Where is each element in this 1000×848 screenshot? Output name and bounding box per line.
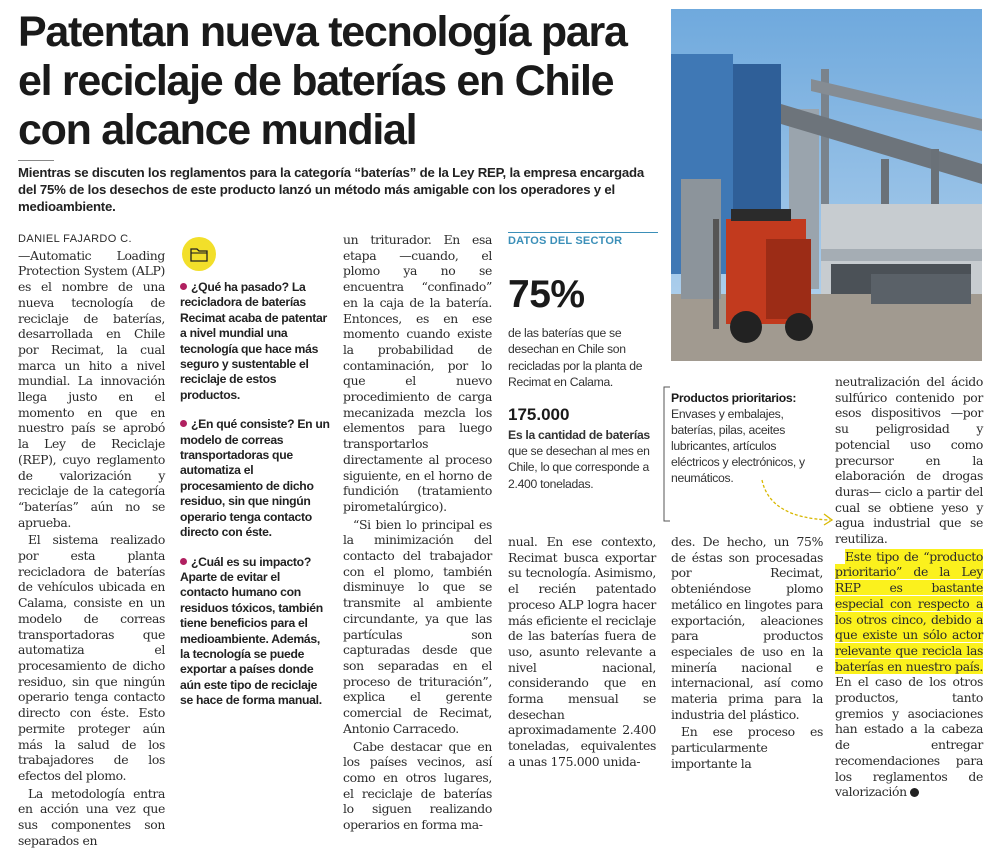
productos-text: Envases y embalajes, baterías, pilas, aceites lubricantes, artículos eléctricos y electrónicos, y neumáticos. (671, 407, 805, 485)
bullet-icon (180, 283, 187, 290)
arrow-icon (760, 478, 842, 538)
stat-mid-rest: que se desechan al mes en Chile, lo que corresponde a 2.400 toneladas. (508, 444, 650, 491)
col1-paragraph-2: El sistema realizado por esta planta recicladora de baterías de vehículos ubicada en Calama, consiste en un modelo de correas transportadoras que automatiza el procesamiento de dicho residuo, sin que ningún operario tenga contacto directo con éste. Esto permite proteger aún más la salud de los trabajadores de los efectos del plomo. (18, 532, 165, 783)
highlighted-quote: Este tipo de “producto prioritario” de la Ley REP es bastante especial con respecto a los otros cinco, debido a que existe un sólo actor relevante que recicla las baterías en nuestro país. (835, 548, 983, 674)
stat-mid-value: 175.000 (508, 404, 570, 424)
col6-paragraph-2-rest: En el caso de los otros productos, tanto gremios y asociaciones han estado a la cabeza de entregar recomendaciones para los reglamentos de valorización (835, 674, 983, 800)
lead-rule (18, 160, 54, 161)
qa-item-2 (180, 417, 330, 540)
col3-paragraph-1: un triturador. En esa etapa —cuando, el plomo ya no se encuentra “confinado” en la caja de la batería. Entonces, es en ese momento cuando existe la probabilidad de contaminación, por lo que el nuevo procedimiento de carga mecanizada mezcla los elementos para luego transportarlos directamente al proceso siguiente, en el horno de fundición (tratamiento pirometalúrgico). (343, 232, 492, 514)
productos-title: Productos prioritarios: (671, 391, 797, 405)
qa-question: ¿Qué ha pasado? (191, 280, 289, 294)
byline: DANIEL FAJARDO C. (18, 233, 132, 245)
forklift-plant-image (671, 9, 982, 361)
col3-paragraph-2: “Si bien lo principal es la minimización del contacto del trabajador con el plomo, también disminuye lo que se transmite al ambiente circundante, ya que las partículas son capturadas desde que son separadas en el proceso de trituración”, explica el gerente comercial de Recimat, Antonio Carracedo. (343, 516, 492, 736)
qa-answer: Aparte de evitar el contacto humano con residuos tóxicos, también tiene beneficios para el medioambiente. Además, la tecnología se puede exportar a países donde aún este tipo de reciclaje se hace de forma manual. (180, 569, 323, 708)
stats-header: DATOS DEL SECTOR (508, 235, 623, 247)
qa-question: ¿En qué consiste? (191, 417, 295, 432)
col6-paragraph-2 (835, 549, 983, 800)
col5-paragraph-2: En ese proceso es particularmente importante la (671, 724, 823, 771)
qa-answer: En un modelo de correas transportadoras que automatiza el procesamiento de dicho residuo, sin que ningún operario tenga contacto directo con éste. (180, 417, 330, 540)
col3-paragraph-3: Cabe destacar que en los países vecinos, así como en otros lugares, el reciclaje de baterías lo siguen realizando operarios en forma ma- (343, 738, 492, 833)
stats-box (508, 232, 658, 492)
headline: Patentan nueva tecnología para el reciclaje de baterías en Chile con alcance mundial (18, 8, 627, 154)
qa-question: ¿Cuál es su impacto? (191, 554, 311, 569)
qa-item-1 (180, 280, 330, 403)
factory-photo (671, 9, 982, 361)
qa-box (180, 280, 330, 723)
col1-paragraph-1: —Automatic Loading Protection System (ALP) es el nombre de una nueva tecnología de reciclaje de baterías, desarrollada en Chile por Recimat, la cual marca un hito a nivel mundial. La innovación llega justo en el momento en que en nuestro país se aprobó la Ley de Reciclaje (REP), cuyo reglamento de valorización y reciclaje de la categoría “baterías” aún no se aprueba. (18, 247, 165, 530)
stat-big-value: 75% (508, 273, 585, 316)
lead-paragraph: Mientras se discuten los reglamentos para la categoría “baterías” de la Ley REP, la empresa encargada del 75% de los desechos de este producto lanzó un método más amigable con los operadores y el medioambiente. (18, 165, 645, 214)
stats-rule (508, 232, 658, 233)
col6-paragraph-1: neutralización del ácido sulfúrico contenido por esos dispositivos —por su peligrosidad y potencial uso como precursor en la elaboración de drogas duras— ciclo a partir del cual se obtiene yeso y agua industrial que se reutiliza. (835, 374, 983, 547)
col5-paragraph-1: des. De hecho, un 75% de éstas son procesadas por Recimat, obteniéndose plomo metálico en lingotes para exportación, aleaciones para productos especiales de uso en la minería nacional e internacional, así como materia prima para la industria del plástico. (671, 534, 823, 722)
article-column-3 (343, 232, 492, 833)
qa-item-3 (180, 555, 330, 709)
article-column-5 (671, 534, 823, 772)
col1-paragraph-3: La metodología entra en acción una vez que sus componentes son separados en (18, 785, 165, 848)
stat-mid-text (508, 427, 658, 493)
qa-answer: La recicladora de baterías Recimat acaba de patentar a nivel mundial una tecnología que hace más seguro y sustentable el reciclaje de estos productos. (180, 280, 327, 402)
end-mark-icon (910, 788, 919, 797)
sidebar-bracket (663, 386, 671, 522)
bullet-icon (180, 420, 187, 427)
col4-paragraph: nual. En ese contexto, Recimat busca exportar su tecnología. Asimismo, el recién patentado proceso ALP logra hacer más eficiente el reciclaje de las baterías fuera de uso, asunto relevante a nivel nacional, considerando que en forma mensual se desechan aproximadamente 2.400 toneladas, equivalentes a unas 175.000 unida- (508, 534, 656, 769)
stat-mid-bold: Es la cantidad de baterías (508, 427, 650, 442)
article-column-6 (835, 374, 983, 800)
article-column-4 (508, 534, 656, 770)
bullet-icon (180, 558, 187, 565)
folder-icon (182, 237, 216, 271)
stat-big-text: de las baterías que se desechan en Chile son recicladas por la planta de Recimat en Calama. (508, 326, 643, 390)
article-column-1 (18, 232, 165, 848)
productos-box (671, 390, 823, 486)
